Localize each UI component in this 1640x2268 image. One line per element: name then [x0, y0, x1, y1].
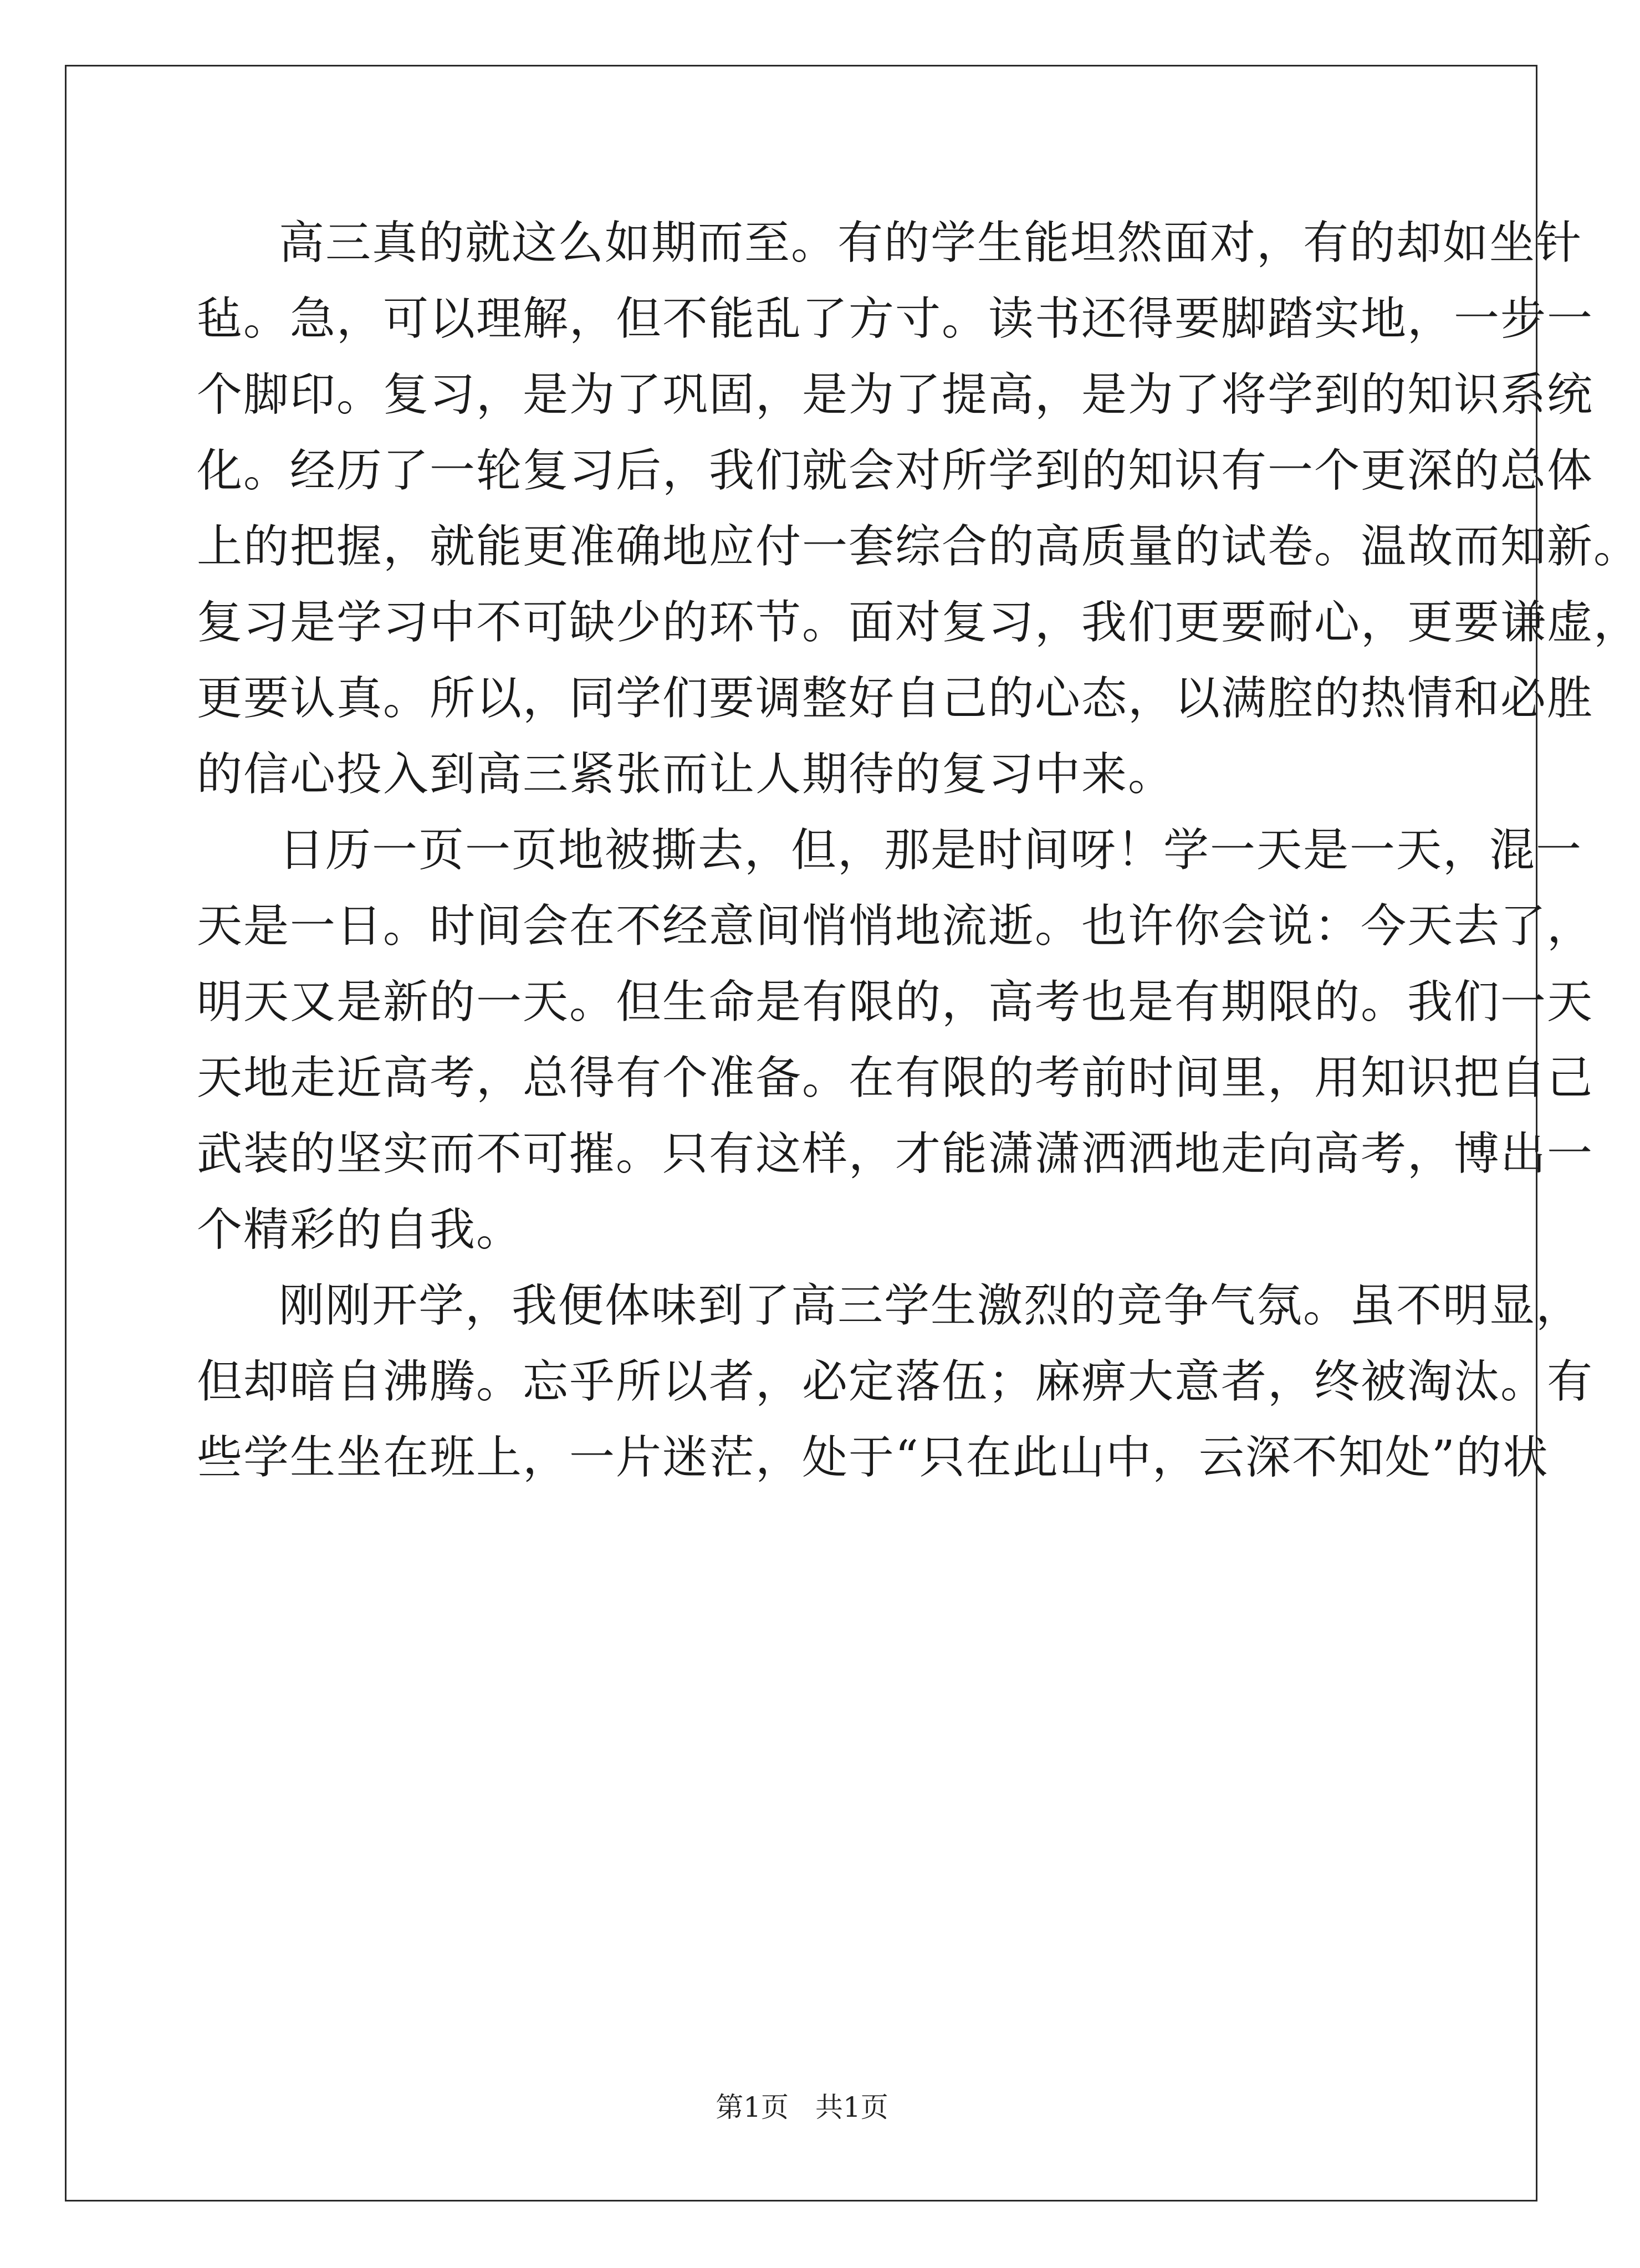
text-line: 明天又是新的一天。但生命是有限的，高考也是有期限的。我们一天: [197, 976, 1594, 1028]
text-line: 些学生坐在班上，一片迷茫，处于“只在此山中，云深不知处”的状: [197, 1431, 1549, 1484]
paragraph-3: [197, 1268, 1594, 1496]
paragraph-1: [197, 205, 1640, 812]
text-line: 天地走近高考，总得有个准备。在有限的考前时间里，用知识把自己: [197, 1052, 1594, 1104]
page-number-total: 共1页: [815, 2091, 888, 2123]
text-line: 毡。急，可以理解，但不能乱了方寸。读书还得要脚踏实地，一步一: [197, 293, 1594, 345]
page-number-current: 第1页: [716, 2091, 789, 2123]
text-line: 的信心投入到高三紧张而让人期待的复习中来。: [197, 748, 1175, 801]
text-line: 天是一日。时间会在不经意间悄悄地流逝。也许你会说：今天去了，: [197, 900, 1594, 953]
text-line: 个精彩的自我。: [197, 1204, 523, 1256]
text-line: 武装的坚实而不可摧。只有这样，才能潇潇洒洒地走向高考，博出一: [197, 1128, 1594, 1180]
document-body: [197, 205, 1640, 1496]
text-line: 刚刚开学，我便体味到了高三学生激烈的竞争气氛。虽不明显，: [279, 1279, 1583, 1332]
text-line: 更要认真。所以，同学们要调整好自己的心态，以满腔的热情和必胜: [197, 672, 1594, 725]
text-line: 日历一页一页地被撕去，但，那是时间呀！学一天是一天，混一: [279, 824, 1583, 877]
text-line: 化。经历了一轮复习后，我们就会对所学到的知识有一个更深的总体: [197, 444, 1594, 497]
text-line: 但却暗自沸腾。忘乎所以者，必定落伍；麻痹大意者，终被淘汰。有: [197, 1355, 1594, 1408]
text-line: 高三真的就这么如期而至。有的学生能坦然面对，有的却如坐针: [279, 217, 1583, 269]
text-line: 上的把握，就能更准确地应付一套综合的高质量的试卷。温故而知新。: [197, 520, 1640, 573]
text-line: 个脚印。复习，是为了巩固，是为了提高，是为了将学到的知识系统: [197, 368, 1594, 421]
paragraph-2: [197, 812, 1594, 1268]
text-line: 复习是学习中不可缺少的环节。面对复习，我们更要耐心，更要谦虚，: [197, 596, 1640, 649]
page-footer: [0, 2091, 1604, 2124]
